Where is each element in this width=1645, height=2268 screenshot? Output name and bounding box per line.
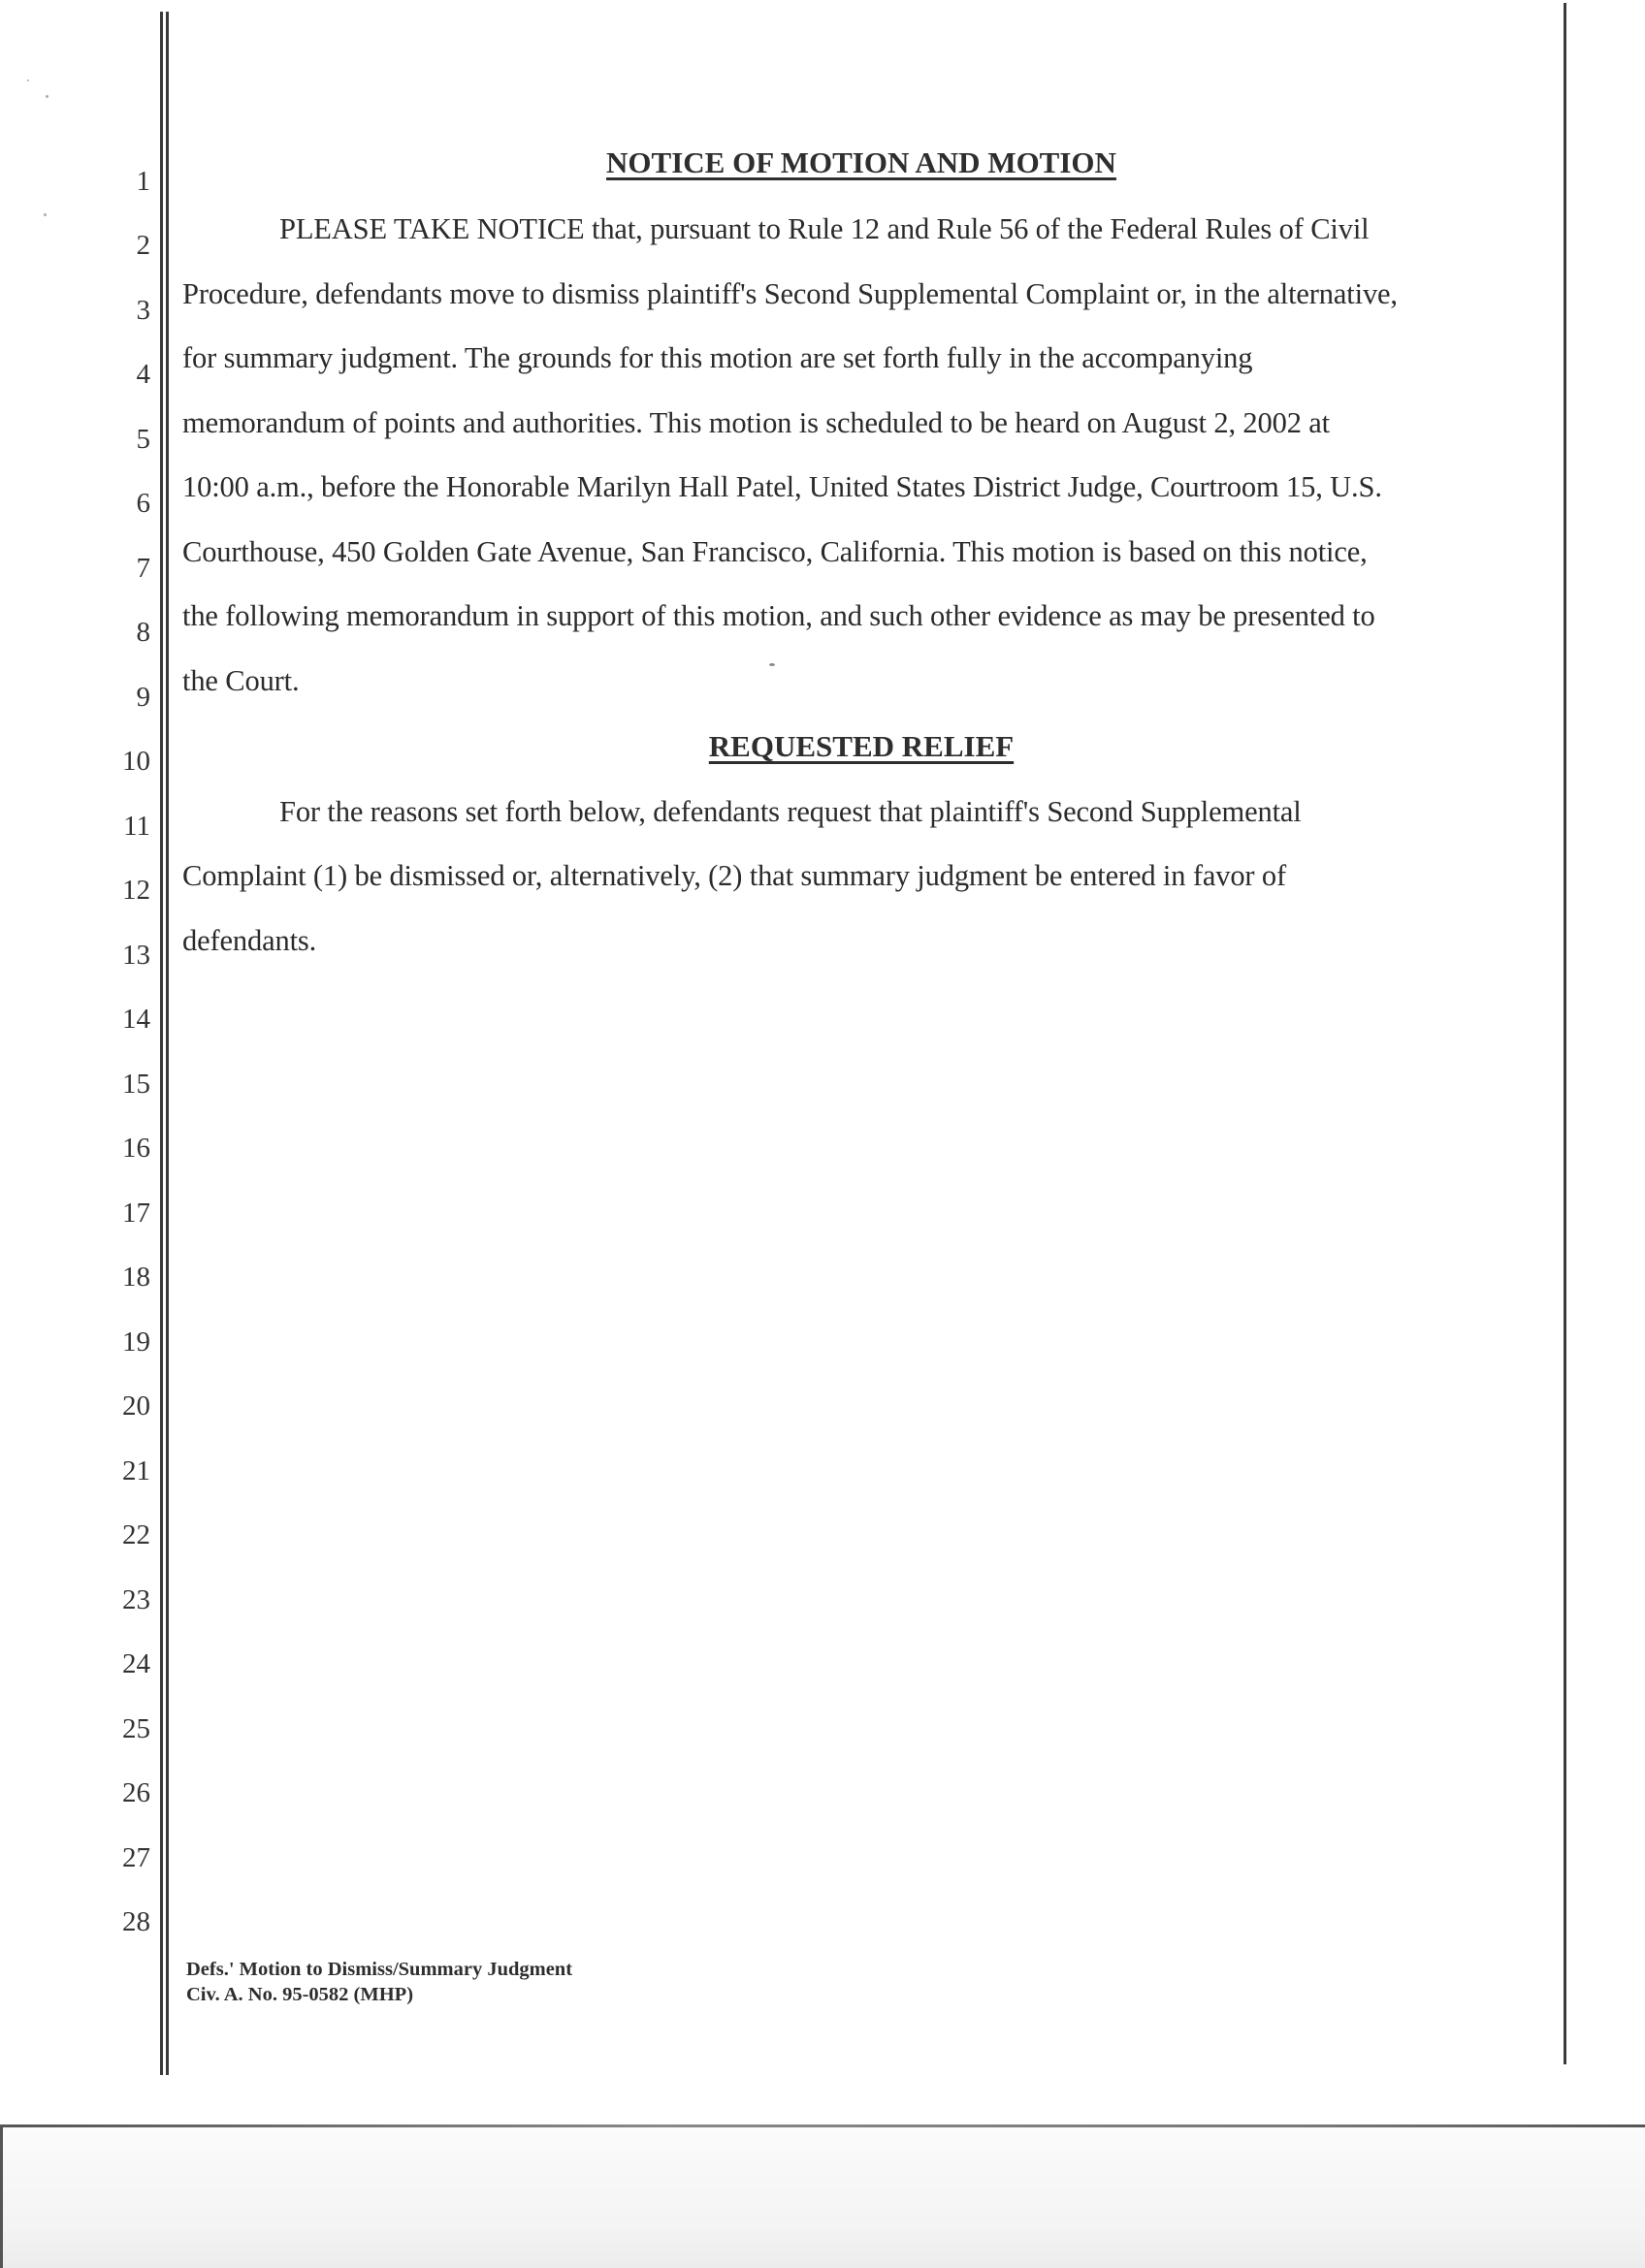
line-number: 9 [136,682,150,713]
line-number: 5 [136,424,150,455]
line-number: 11 [123,811,150,842]
line-number: 4 [136,359,150,390]
relief-paragraph-line: Complaint (1) be dismissed or, alternatively, (2) that summary judgment be entered in favor of [182,859,1287,892]
line-number: 19 [122,1326,150,1358]
requested-relief-heading: REQUESTED RELIEF [708,729,1015,763]
notice-paragraph-line: memorandum of points and authorities. This motion is scheduled to be heard on August 2, 2002 at [182,406,1330,439]
line-number: 26 [122,1777,150,1808]
right-margin-rule [1564,3,1566,2064]
notice-of-motion-heading: NOTICE OF MOTION AND MOTION [606,145,1116,179]
line-number: 6 [136,488,150,519]
line-number: 3 [136,295,150,326]
line-number: 15 [122,1069,150,1100]
line-number: 20 [122,1390,150,1421]
notice-paragraph-line: Courthouse, 450 Golden Gate Avenue, San Francisco, California. This motion is based on this notice, [182,535,1368,568]
page-footer [186,1957,572,2007]
line-number: 23 [122,1584,150,1615]
line-number: 16 [122,1133,150,1164]
notice-paragraph-line: 10:00 a.m., before the Honorable Marilyn Hall Patel, United States District Judge, Courtroom 15, U.S. [182,470,1382,503]
scan-artifact [27,80,29,81]
line-number: 14 [122,1004,150,1035]
relief-paragraph-line: defendants. [182,924,317,957]
line-number: 24 [122,1648,150,1679]
notice-paragraph-line: the Court. [182,664,300,697]
line-number: 25 [122,1713,150,1744]
footer-case-number: Civ. A. No. 95-0582 (MHP) [186,1984,414,2005]
footer-document-title: Defs.' Motion to Dismiss/Summary Judgment [186,1959,573,1980]
line-number: 28 [122,1906,150,1937]
left-margin-rule-outer [160,12,163,2075]
line-number: 17 [122,1198,150,1229]
scanner-bed-area [3,2127,1645,2268]
line-number: 18 [122,1262,150,1293]
line-number: 22 [122,1519,150,1550]
scan-artifact [46,95,48,98]
line-number: 21 [122,1455,150,1486]
line-number: 12 [122,875,150,906]
notice-paragraph-line: PLEASE TAKE NOTICE that, pursuant to Rule 12 and Rule 56 of the Federal Rules of Civil [279,212,1370,245]
line-number: 1 [136,166,150,197]
line-number: 7 [136,553,150,584]
left-margin-rule-inner [166,12,169,2075]
line-number: 10 [122,746,150,777]
notice-paragraph-line: Procedure, defendants move to dismiss plaintiff's Second Supplemental Complaint or, in the alternative, [182,277,1398,310]
line-number: 2 [136,230,150,261]
line-number: 8 [136,617,150,648]
relief-paragraph-line: For the reasons set forth below, defendants request that plaintiff's Second Supplemental [279,795,1302,828]
notice-paragraph-line: for summary judgment. The grounds for this motion are set forth fully in the accompanying [182,341,1253,374]
scan-artifact [769,663,775,666]
line-number: 13 [122,940,150,971]
line-number: 27 [122,1842,150,1873]
notice-paragraph-line: the following memorandum in support of this motion, and such other evidence as may be presented to [182,599,1375,632]
scan-artifact [44,213,47,216]
